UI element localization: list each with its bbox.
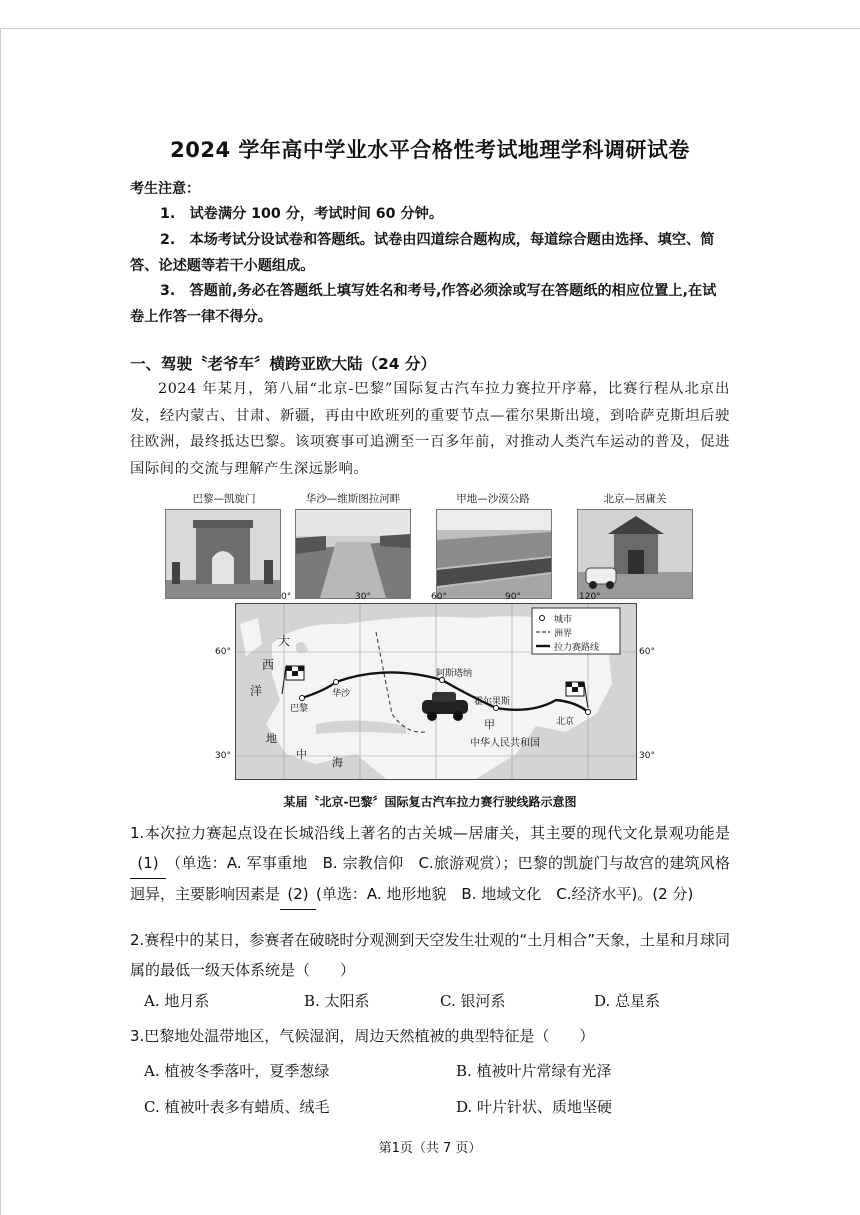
- photo-desert-road: [436, 509, 552, 599]
- city-paris: [300, 696, 305, 701]
- photo-warsaw-river: [295, 509, 411, 599]
- notice-heading: 考生注意：: [130, 181, 200, 197]
- q2-option-d: D. 总星系: [594, 992, 661, 1010]
- q3-option-a: A. 植被冬季落叶，夏季葱绿: [144, 1062, 330, 1080]
- city-beijing: [586, 710, 591, 715]
- q2-option-a: A. 地月系: [144, 992, 210, 1010]
- photo-label-beijing: 北京—居庸关: [603, 493, 667, 505]
- question-2-stem: 2.赛程中的某日，参赛者在破晓时分观测到天空发生壮观的“土月相合”天象，土星和月球同属的最低一级天体系统是（ ）: [130, 931, 730, 979]
- section-1-intro: 2024 年某月，第八届“北京-巴黎”国际复古汽车拉力赛拉开序幕，比赛行程从北京出发，经内蒙古、甘肃、新疆，再由中欧班列的重要节点—霍尔果斯出境，到哈萨克斯坦后驶往欧洲，最终抵达巴黎。该项赛事可追溯至一百多年前，对推动人类汽车运动的普及，促进国际间的交流与理解产生深远影响。: [130, 381, 730, 477]
- notice-item-1: 1. 试卷满分 100 分，考试时间 60 分钟。: [160, 206, 444, 222]
- section-1-heading: 一、驾驶〝老爷车〞横跨亚欧大陆（24 分）: [130, 355, 436, 373]
- ocean-label-2: 西: [262, 658, 275, 672]
- ocean-label-3: 洋: [250, 684, 263, 698]
- photo-label-desert: 甲地—沙漠公路: [456, 493, 530, 505]
- city-label-warsaw: 华沙: [332, 689, 351, 699]
- legend-rally-route: 拉力赛路线: [554, 643, 600, 653]
- sea-label-1: 地: [266, 732, 277, 745]
- ocean-label-1: 大: [278, 634, 291, 648]
- lat-label-30-right: 30°: [639, 751, 655, 761]
- notice-item-2: 2. 本场考试分设试卷和答题纸。试卷由四道综合题构成，每道综合题由选择、填空、简答、论述题等若干小题组成。: [130, 232, 715, 274]
- legend-city: 城市: [554, 615, 573, 625]
- city-label-astana: 阿斯塔纳: [436, 669, 473, 679]
- page-left-edge: [0, 28, 1, 1215]
- q2-option-b: B. 太阳系: [304, 992, 370, 1010]
- lon-label-120: 120°: [579, 592, 601, 602]
- city-label-paris: 巴黎: [290, 704, 309, 714]
- question-1: [130, 818, 730, 910]
- country-label-china: 中华人民共和国: [470, 738, 540, 749]
- sea-label-2: 中: [296, 748, 307, 761]
- lon-label-60: 60°: [431, 592, 447, 602]
- answer-blank-2: (2): [280, 879, 316, 910]
- lat-label-60-left: 60°: [215, 647, 231, 657]
- q2-option-c: C. 银河系: [440, 992, 506, 1010]
- place-label-jia: 甲: [484, 718, 495, 731]
- lon-label-90: 90°: [505, 592, 521, 602]
- legend-continent-boundary: 洲界: [554, 629, 573, 639]
- notice-item-3: 3. 答题前,务必在答题纸上填写姓名和考号,作答必须涂或写在答题纸的相应位置上,在试卷上作答一律不得分。: [130, 283, 717, 325]
- page-footer: 第1页（共 7 页）: [378, 1141, 482, 1156]
- question-3-stem: 3.巴黎地处温带地区，气候湿润，周边天然植被的典型特征是（ ）: [130, 1027, 595, 1045]
- page-top-edge: [0, 28, 860, 29]
- lon-label-0: 0°: [281, 592, 292, 602]
- question-1-text-b: （单选：A. 军事重地 B. 宗教信仰 C.旅游观赏）；巴黎的凯旋门与故宫的建筑风格迥异，主要影响因素是: [130, 854, 730, 903]
- city-label-khorgos: 霍尔果斯: [474, 697, 511, 707]
- q3-option-c: C. 植被叶表多有蜡质、绒毛: [144, 1098, 330, 1116]
- photo-juyongguan: [577, 509, 693, 599]
- question-1-text-a: 1.本次拉力赛起点设在长城沿线上著名的古关城—居庸关，其主要的现代文化景观功能是: [130, 824, 730, 842]
- rally-route-figure: [165, 488, 665, 788]
- question-1-text-c: (单选：A. 地形地貌 B. 地域文化 C.经济水平)。(2 分): [316, 885, 694, 903]
- answer-blank-1: (1): [130, 848, 166, 879]
- exam-title: 2024 学年高中学业水平合格性考试地理学科调研试卷: [170, 138, 690, 162]
- lat-label-30-left: 30°: [215, 751, 231, 761]
- lat-label-60-right: 60°: [639, 647, 655, 657]
- route-map: [235, 603, 637, 780]
- city-label-beijing: 北京: [556, 717, 575, 727]
- photo-label-warsaw: 华沙—维斯图拉河畔: [305, 493, 401, 505]
- city-warsaw: [334, 680, 339, 685]
- q3-option-d: D. 叶片针状、质地坚硬: [456, 1098, 613, 1116]
- lon-label-30: 30°: [355, 592, 371, 602]
- figure-caption: 某届〝北京-巴黎〞国际复古汽车拉力赛行驶线路示意图: [283, 795, 577, 809]
- photo-arc-de-triomphe: [165, 509, 281, 599]
- q3-option-b: B. 植被叶片常绿有光泽: [456, 1062, 612, 1080]
- sea-label-3: 海: [332, 756, 343, 769]
- photo-label-paris: 巴黎—凯旋门: [192, 493, 256, 505]
